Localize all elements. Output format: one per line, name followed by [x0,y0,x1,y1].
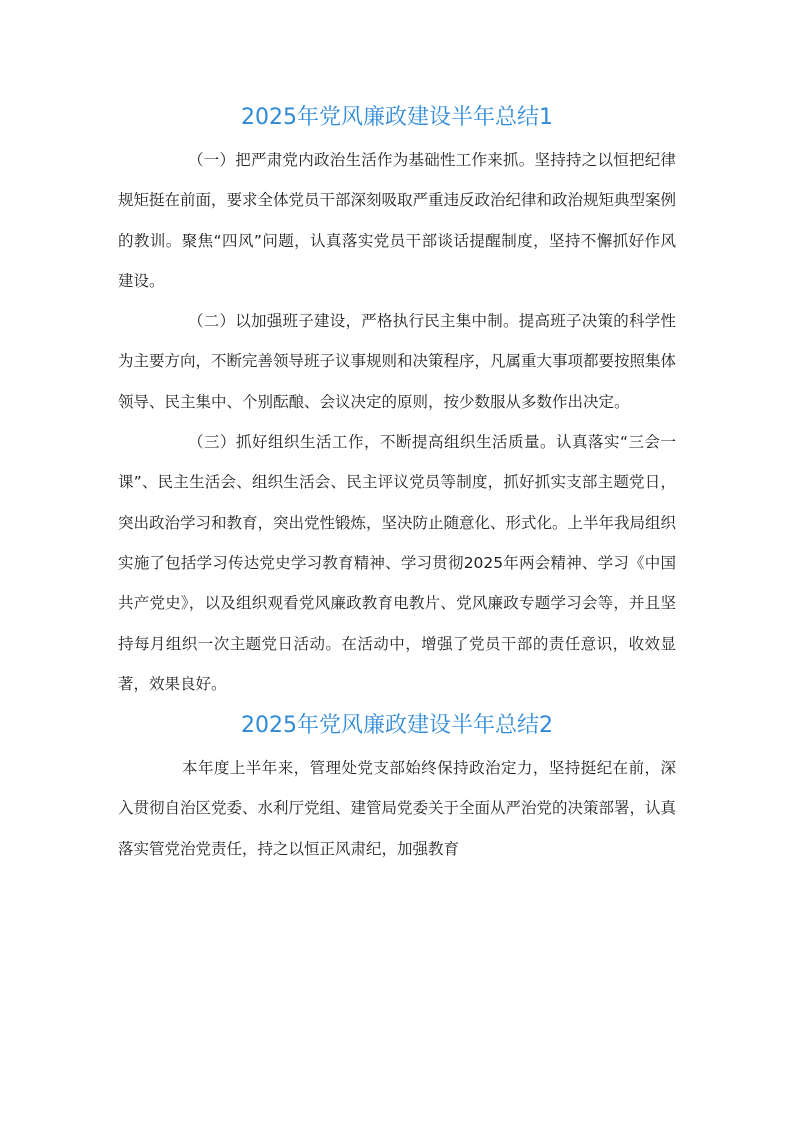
document-body [118,100,676,869]
section-1-paragraph-3: （三）抓好组织生活工作，不断提高组织生活质量。认真落实“三会一课”、民主生活会、组织生活会、民主评议党员等制度，抓好抓实支部主题党日，突出政治学习和教育，突出党性锻炼，坚决防止随意化、形式化。上半年我局组织实施了包括学习传达党史学习教育精神、学习贯彻2025年两会精神、学习《中国共产党史》，以及组织观看党风廉政教育电教片、党风廉政专题学习会等，并且坚持每月组织一次主题党日活动。在活动中，增强了党员干部的责任意识，收效显著，效果良好。 [118,433,677,693]
section-1-paragraph-1: （一）把严肃党内政治生活作为基础性工作来抓。坚持持之以恒把纪律规矩挺在前面，要求全体党员干部深刻吸取严重违反政治纪律和政治规矩典型案例的教训。聚焦“四风”问题，认真落实党员干部谈话提醒制度，坚持不懈抓好作风建设。 [118,151,677,290]
section-1-paragraph-2: （二）以加强班子建设，严格执行民主集中制。提高班子决策的科学性为主要方向，不断完善领导班子议事规则和决策程序，凡属重大事项都要按照集体领导、民主集中、个别酝酿、会议决定的原则，按少数服从多数作出决定。 [118,312,677,411]
section-2-paragraph-1: 本年度上半年来，管理处党支部始终保持政治定力，坚持挺纪在前，深入贯彻自治区党委、水利厅党组、建管局党委关于全面从严治党的决策部署，认真落实管党治党责任，持之以恒正风肃纪，加强教育 [118,759,677,858]
section-2-title: 2025年党风廉政建设半年总结2 [241,713,553,739]
section-1-title: 2025年党风廉政建设半年总结1 [241,105,553,130]
